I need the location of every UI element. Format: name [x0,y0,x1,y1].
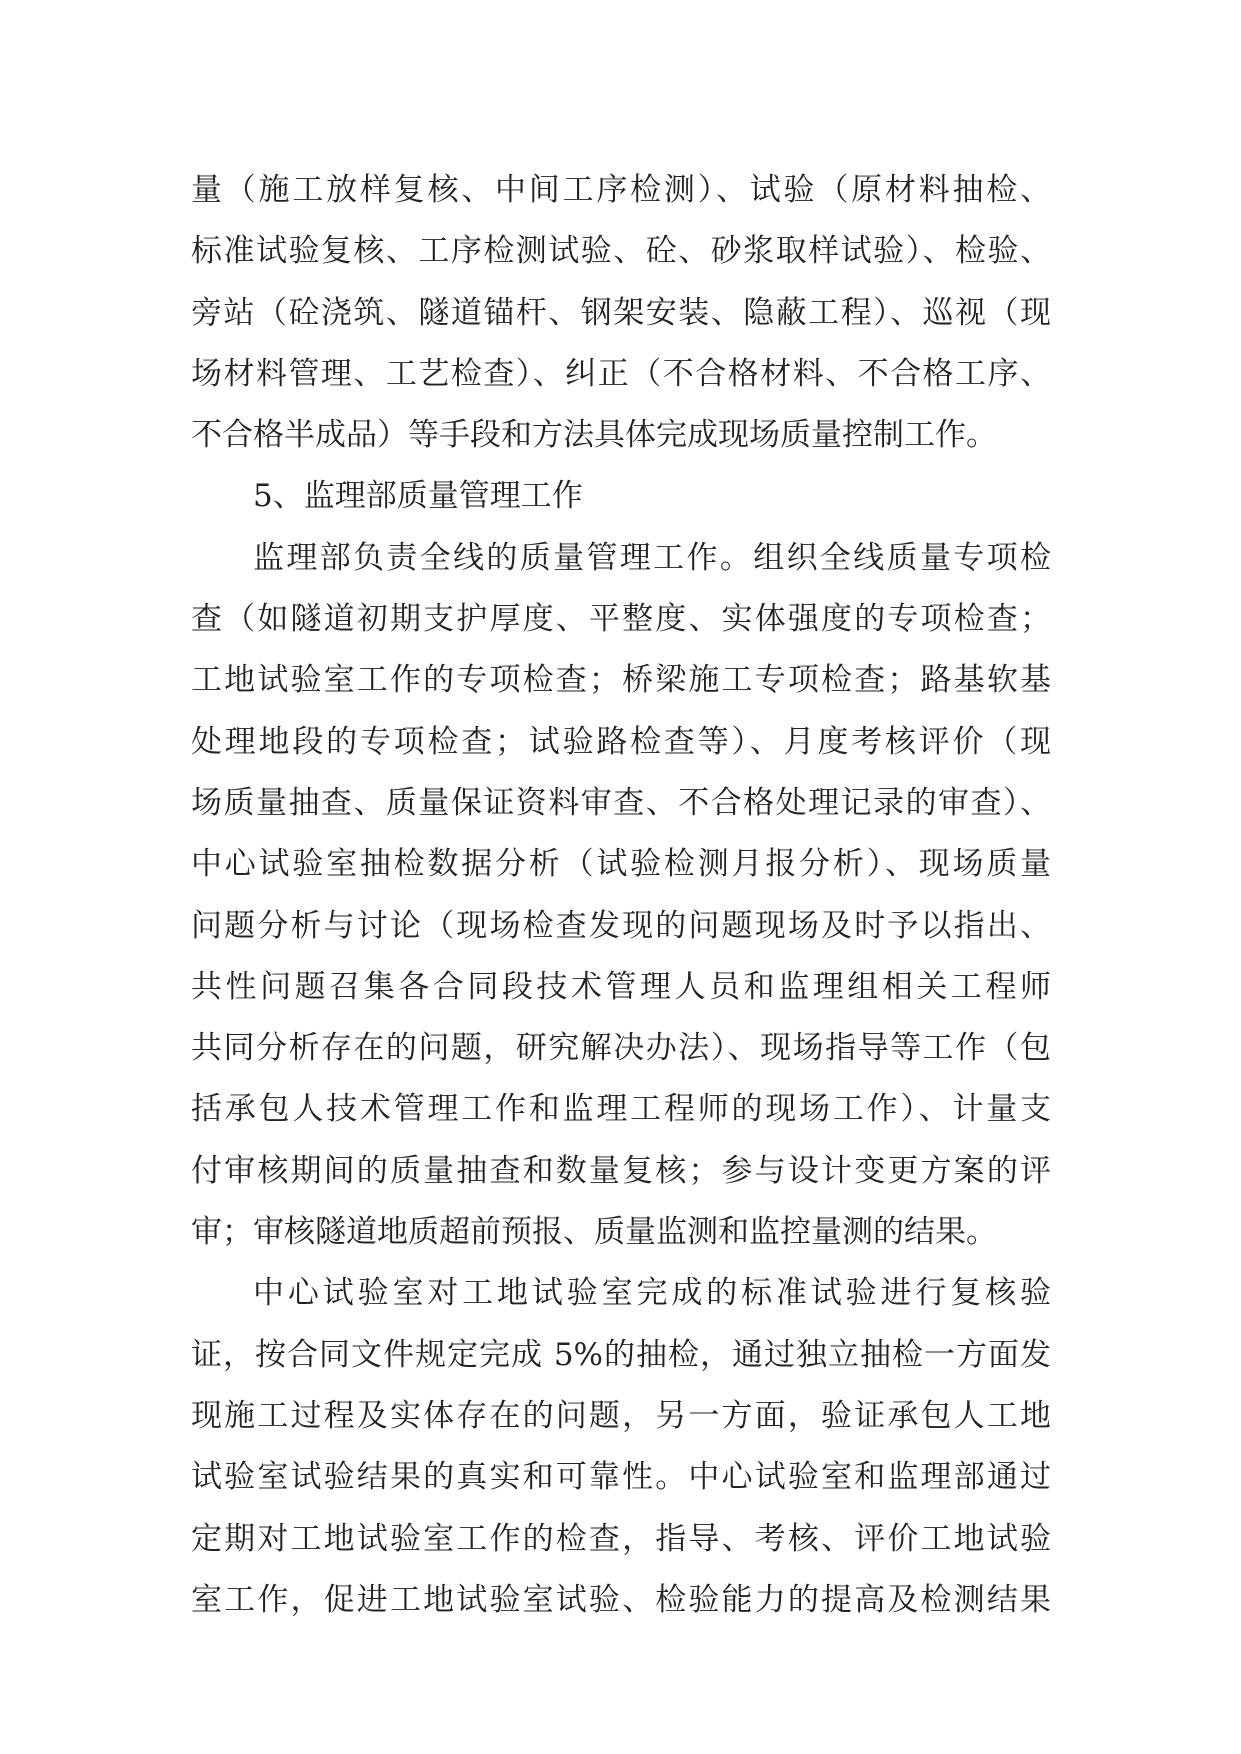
text-line: 问题分析与讨论（现场检查发现的问题现场及时予以指出、 [191,907,1051,944]
text-line: 定期对工地试验室工作的检查，指导、考核、评价工地试验 [191,1520,1051,1557]
text-line: 试验室试验结果的真实和可靠性。中心试验室和监理部通过 [191,1459,1051,1496]
text-line: 审；审核隧道地质超前预报、质量监测和监控量测的结果。 [191,1214,997,1251]
text-line: 中心试验室抽检数据分析（试验检测月报分析）、现场质量 [191,846,1051,883]
text-line: 不合格半成品）等手段和方法具体完成现场质量控制工作。 [191,417,997,454]
section-heading: 5、监理部质量管理工作 [253,478,583,515]
text-line: 现施工过程及实体存在的问题，另一方面，验证承包人工地 [191,1397,1051,1434]
text-line: 场材料管理、工艺检查）、纠正（不合格材料、不合格工序、 [191,355,1051,392]
text-line: 共性问题召集各合同段技术管理人员和监理组相关工程师 [191,968,1051,1005]
text-line: 证，按合同文件规定完成 5%的抽检，通过独立抽检一方面发 [191,1336,1051,1373]
text-line: 处理地段的专项检查；试验路检查等）、月度考核评价（现 [191,723,1051,760]
text-line: 标准试验复核、工序检测试验、砼、砂浆取样试验）、检验、 [191,233,1051,270]
text-line: 付审核期间的质量抽查和数量复核；参与设计变更方案的评 [191,1152,1051,1189]
text-line: 室工作，促进工地试验室试验、检验能力的提高及检测结果 [191,1581,1051,1618]
text-line: 监理部负责全线的质量管理工作。组织全线质量专项检 [253,539,1051,576]
text-line: 中心试验室对工地试验室完成的标准试验进行复核验 [253,1275,1051,1312]
text-line: 查（如隧道初期支护厚度、平整度、实体强度的专项检查； [191,601,1051,638]
text-line: 旁站（砼浇筑、隧道锚杆、钢架安装、隐蔽工程）、巡视（现 [191,294,1051,331]
text-line: 工地试验室工作的专项检查；桥梁施工专项检查；路基软基 [191,662,1051,699]
text-line: 共同分析存在的问题，研究解决办法）、现场指导等工作（包 [191,1030,1051,1067]
text-line: 量（施工放样复核、中间工序检测）、试验（原材料抽检、 [191,172,1051,208]
text-line: 场质量抽查、质量保证资料审查、不合格处理记录的审查）、 [191,784,1051,821]
body-text [191,160,1051,1631]
text-line: 括承包人技术管理工作和监理工程师的现场工作）、计量支 [191,1091,1051,1128]
